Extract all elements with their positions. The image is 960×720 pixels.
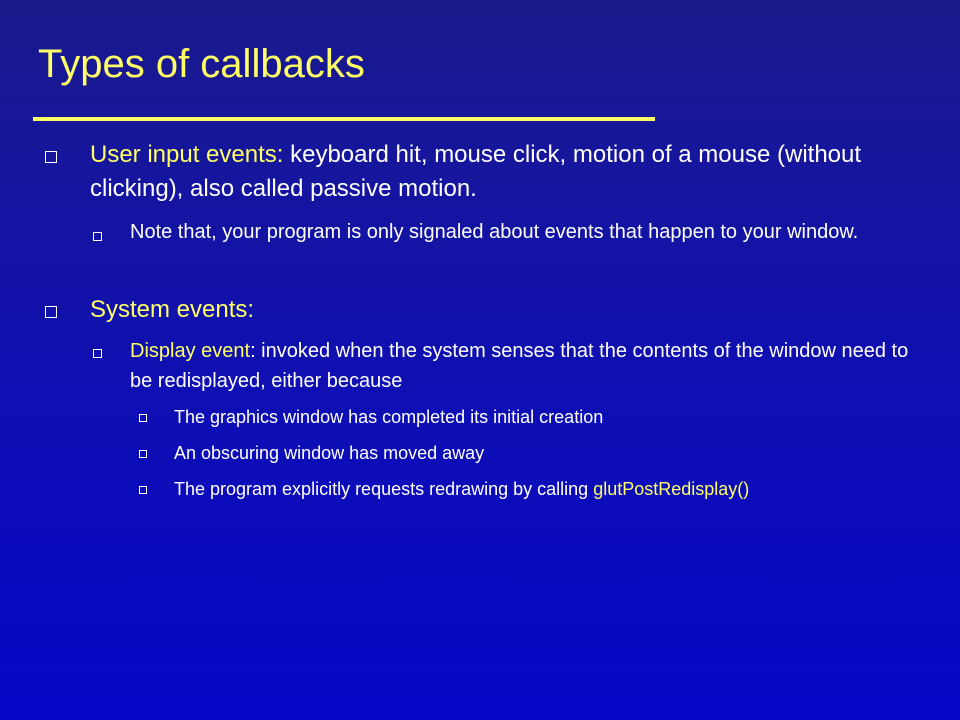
hollow-square-bullet-icon <box>45 306 57 318</box>
hollow-square-bullet-icon <box>45 151 57 163</box>
bullet-heading: User input events: <box>90 141 284 168</box>
bullet-heading: System events: <box>90 296 255 323</box>
sub-bullet-text <box>130 217 930 247</box>
sub-bullet-text <box>130 336 930 396</box>
function-name: glutPostRedisplay() <box>593 479 750 499</box>
sub-bullet-body: Note that, your program is only signaled about events that happen to your window. <box>130 221 859 243</box>
bullet-body: keyboard hit, mouse click, motion of a mouse (without clicking), also called passive motion. <box>90 141 862 202</box>
sub-sub-bullet-text <box>174 477 894 501</box>
sub-bullet-heading: Display event <box>130 340 251 362</box>
hollow-square-bullet-icon <box>139 450 147 458</box>
hollow-square-bullet-icon <box>139 414 147 422</box>
title-underline <box>33 117 655 121</box>
sub-sub-bullet-text: The graphics window has completed its initial creation <box>174 407 604 427</box>
hollow-square-bullet-icon <box>93 232 102 241</box>
bullet-text <box>90 138 930 206</box>
hollow-square-bullet-icon <box>139 486 147 494</box>
sub-bullet-body: : invoked when the system senses that the contents of the window need to be redisplayed, either because <box>130 340 909 392</box>
sub-sub-bullet-text: An obscuring window has moved away <box>174 443 485 463</box>
hollow-square-bullet-icon <box>93 349 102 358</box>
slide-title: Types of callbacks <box>38 42 365 86</box>
sub-sub-bullet-body: The program explicitly requests redrawing by calling <box>174 479 594 499</box>
bullet-text <box>90 293 930 327</box>
